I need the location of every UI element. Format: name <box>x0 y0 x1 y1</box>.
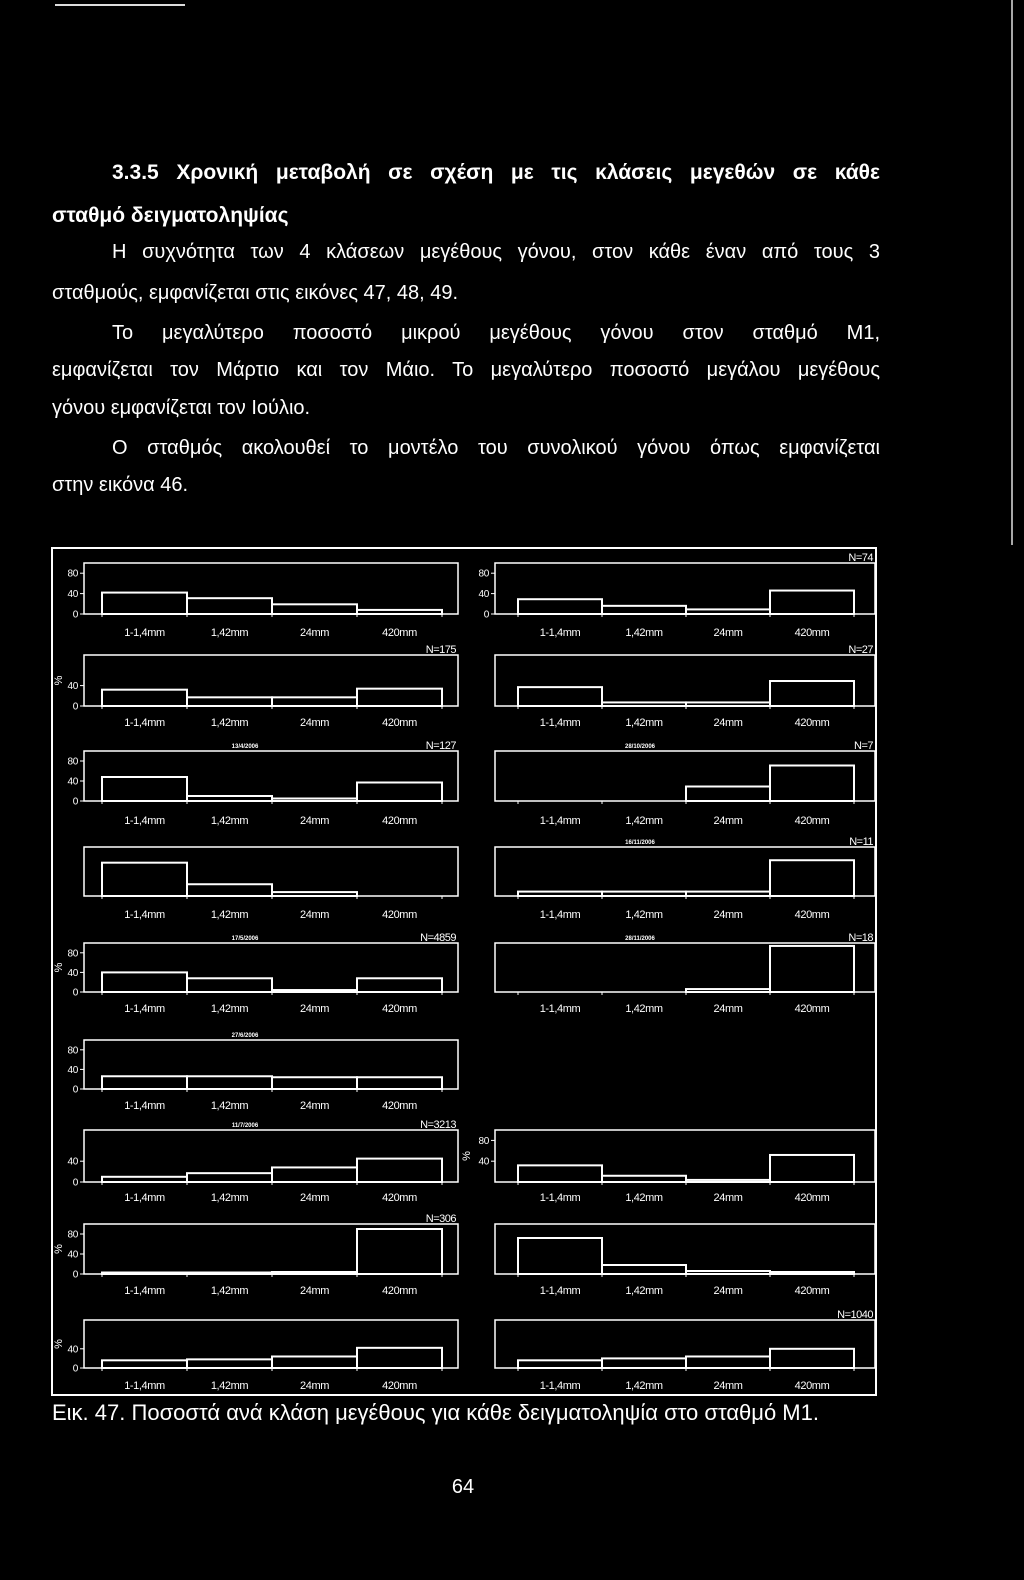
x-tick-label: 24mm <box>300 909 329 921</box>
sample-size-label: N=74 <box>848 552 873 564</box>
x-tick-label: 420mm <box>794 1192 830 1204</box>
y-tick-label: 40 <box>67 1064 78 1076</box>
x-tick-label: 1,42mm <box>625 717 663 729</box>
sample-size-label: N=11 <box>849 836 873 848</box>
x-tick-label: 1-1,4mm <box>124 1380 165 1392</box>
x-tick-label: 1-1,4mm <box>124 1192 165 1204</box>
chart-panel <box>53 644 458 729</box>
x-tick-label: 420mm <box>382 1380 417 1392</box>
plot-frame <box>495 1130 875 1182</box>
bar <box>686 787 770 802</box>
y-axis-label: % <box>53 1244 65 1254</box>
figure-caption: Εικ. 47. Ποσοστά ανά κλάση μεγέθους για κάθε δειγματοληψία στο σταθμό M1. <box>52 1400 819 1425</box>
x-tick-label: 420mm <box>382 627 417 639</box>
y-axis-label: % <box>53 1339 65 1349</box>
bar <box>272 697 357 706</box>
y-tick-label: 0 <box>72 1363 78 1375</box>
y-tick-label: 80 <box>67 948 78 960</box>
figure-47 <box>0 540 1024 1400</box>
x-tick-label: 1,42mm <box>210 1380 249 1392</box>
x-tick-label: 1-1,4mm <box>124 815 165 827</box>
bar <box>357 1229 442 1274</box>
x-tick-label: 1,42mm <box>210 1100 249 1112</box>
y-tick-label: 40 <box>67 681 78 693</box>
bar <box>770 1272 854 1274</box>
chart-panel <box>67 1033 458 1112</box>
bar <box>102 1273 187 1275</box>
bar <box>686 989 770 992</box>
bar <box>187 1076 272 1089</box>
chart-panel <box>53 1320 458 1392</box>
y-tick-label: 40 <box>67 776 78 788</box>
y-tick-label: 80 <box>67 568 78 580</box>
x-tick-label: 1-1,4mm <box>539 717 581 729</box>
x-tick-label: 1-1,4mm <box>124 1100 165 1112</box>
bar <box>272 1167 357 1182</box>
sample-date-label: 13/4/2006 <box>231 744 259 750</box>
x-tick-label: 24mm <box>300 1380 329 1392</box>
x-tick-label: 1,42mm <box>210 627 249 639</box>
y-tick-label: 40 <box>478 1156 489 1168</box>
x-tick-label: 24mm <box>300 815 329 827</box>
chart-panel <box>67 1119 458 1204</box>
paragraph-line: Ο σταθμός ακολουθεί το μοντέλο του συνολικού γόνου όπως εμφανίζεται <box>112 437 880 459</box>
x-tick-label: 1-1,4mm <box>124 1285 165 1297</box>
bar <box>770 681 854 706</box>
sample-date-label: 28/10/2006 <box>624 744 656 750</box>
x-tick-label: 420mm <box>382 1100 417 1112</box>
y-axis-label: % <box>53 675 65 686</box>
paragraph-line: σταθμούς, εμφανίζεται στις εικόνες 47, 48, 49. <box>52 282 459 304</box>
bar <box>357 978 442 992</box>
y-tick-label: 80 <box>67 756 78 768</box>
bar <box>102 1076 187 1089</box>
x-tick-label: 1,42mm <box>210 717 249 729</box>
chart-panel <box>495 932 875 1015</box>
x-tick-label: 1-1,4mm <box>539 1003 581 1015</box>
x-tick-label: 1,42mm <box>625 1003 663 1015</box>
bar <box>102 1360 187 1368</box>
sample-size-label: N=175 <box>425 644 456 656</box>
y-tick-label: 0 <box>483 609 489 621</box>
y-tick-label: 40 <box>67 589 78 601</box>
x-tick-label: 24mm <box>713 1285 743 1297</box>
bar <box>102 690 187 706</box>
bar <box>102 777 187 801</box>
x-tick-label: 24mm <box>713 1003 743 1015</box>
x-tick-label: 24mm <box>713 717 743 729</box>
x-tick-label: 420mm <box>794 627 830 639</box>
sample-date-label: 16/11/2006 <box>625 840 655 846</box>
scan-edge-line <box>55 4 185 6</box>
sample-date-label: 11/7/2006 <box>231 1123 259 1129</box>
x-tick-label: 1-1,4mm <box>539 627 581 639</box>
x-tick-label: 24mm <box>713 909 743 921</box>
x-tick-label: 24mm <box>713 1380 743 1392</box>
x-tick-label: 24mm <box>300 627 329 639</box>
bar <box>187 1173 272 1182</box>
x-tick-label: 24mm <box>300 1003 329 1015</box>
sample-size-label: N=3213 <box>420 1119 456 1131</box>
bar <box>770 766 854 802</box>
x-tick-label: 1-1,4mm <box>124 1003 165 1015</box>
bar <box>187 978 272 992</box>
bar <box>602 892 686 896</box>
x-tick-label: 1-1,4mm <box>124 627 165 639</box>
scan-edge-line <box>1011 0 1013 545</box>
bar <box>357 1348 442 1368</box>
sample-size-label: N=7 <box>854 740 873 752</box>
paragraph-line: γόνου εμφανίζεται τον Ιούλιο. <box>52 397 311 419</box>
x-tick-label: 1-1,4mm <box>539 1192 581 1204</box>
bar <box>518 1238 602 1274</box>
bar <box>102 593 187 614</box>
bar <box>770 860 854 896</box>
x-tick-label: 1,42mm <box>210 1003 249 1015</box>
x-tick-label: 1,42mm <box>625 1285 663 1297</box>
chart-panel <box>53 1213 458 1297</box>
chart-panel <box>495 740 875 827</box>
bar <box>102 972 187 992</box>
x-tick-label: 420mm <box>382 1285 417 1297</box>
x-tick-label: 420mm <box>794 1285 830 1297</box>
bar <box>272 1272 357 1274</box>
bar <box>770 1155 854 1182</box>
bar <box>357 1077 442 1089</box>
bar <box>518 1360 602 1368</box>
chart-panel <box>495 836 875 921</box>
bar <box>272 604 357 614</box>
x-tick-label: 1-1,4mm <box>539 1285 581 1297</box>
chart-panel <box>84 847 458 921</box>
x-tick-label: 24mm <box>713 815 743 827</box>
section-heading-line: 3.3.5 Χρονική μεταβολή σε σχέση με τις κλάσεις μεγεθών σε κάθε <box>112 161 880 184</box>
y-tick-label: 40 <box>67 1249 78 1261</box>
bar <box>272 892 357 896</box>
x-tick-label: 1,42mm <box>210 815 249 827</box>
x-tick-label: 1-1,4mm <box>539 1380 581 1392</box>
sample-size-label: N=27 <box>848 644 873 656</box>
bar <box>187 598 272 614</box>
x-tick-label: 420mm <box>382 815 417 827</box>
y-tick-label: 0 <box>72 1084 78 1096</box>
paragraph-line: Η συχνότητα των 4 κλάσεων μεγέθους γόνου, στον κάθε έναν από τους 3 <box>112 241 880 263</box>
x-tick-label: 420mm <box>382 1192 417 1204</box>
x-tick-label: 1-1,4mm <box>539 815 581 827</box>
y-tick-label: 40 <box>478 589 489 601</box>
bar <box>102 863 187 896</box>
bar <box>770 1349 854 1368</box>
plot-frame <box>84 1224 458 1274</box>
x-tick-label: 24mm <box>713 627 743 639</box>
page-number: 64 <box>451 1476 475 1498</box>
bar <box>602 1176 686 1182</box>
y-tick-label: 80 <box>67 1045 78 1057</box>
x-tick-label: 1,42mm <box>625 1380 663 1392</box>
bar <box>518 687 602 706</box>
x-tick-label: 1-1,4mm <box>539 909 581 921</box>
bar <box>187 1273 272 1275</box>
bar <box>272 799 357 802</box>
x-tick-label: 420mm <box>794 909 830 921</box>
bar <box>770 591 854 614</box>
x-tick-label: 24mm <box>713 1192 743 1204</box>
bar <box>602 1265 686 1274</box>
bar <box>187 697 272 706</box>
y-tick-label: 80 <box>478 1135 489 1147</box>
bar <box>686 1180 770 1182</box>
sample-size-label: N=127 <box>425 740 456 752</box>
x-tick-label: 1,42mm <box>625 815 663 827</box>
bar <box>686 1356 770 1368</box>
bar <box>686 1271 770 1274</box>
bar <box>518 892 602 896</box>
x-tick-label: 420mm <box>382 909 417 921</box>
bar <box>357 689 442 706</box>
bar <box>357 610 442 614</box>
x-tick-label: 24mm <box>300 1100 329 1112</box>
sample-date-label: 28/11/2006 <box>625 936 655 942</box>
x-tick-label: 1,42mm <box>210 1192 249 1204</box>
bar <box>770 946 854 992</box>
sample-date-label: 27/6/2006 <box>231 1033 259 1039</box>
chart-panel <box>495 1309 875 1392</box>
bar <box>187 796 272 801</box>
x-tick-label: 1-1,4mm <box>124 909 165 921</box>
y-axis-label: % <box>461 1151 473 1161</box>
x-tick-label: 420mm <box>382 1003 417 1015</box>
bar <box>602 1358 686 1368</box>
x-tick-label: 1-1,4mm <box>124 717 165 729</box>
bar <box>187 1359 272 1368</box>
bar <box>518 1165 602 1182</box>
y-tick-label: 0 <box>72 796 78 808</box>
x-tick-label: 1,42mm <box>210 909 249 921</box>
bar <box>187 884 272 896</box>
plot-frame <box>495 847 875 896</box>
x-tick-label: 24mm <box>300 1192 329 1204</box>
sample-size-label: N=4859 <box>420 932 456 944</box>
section-heading-line: σταθμό δειγματοληψίας <box>52 204 289 227</box>
x-tick-label: 420mm <box>794 815 830 827</box>
x-tick-label: 420mm <box>794 1380 830 1392</box>
x-tick-label: 1,42mm <box>625 627 663 639</box>
y-axis-label: % <box>53 962 65 973</box>
bar <box>686 702 770 706</box>
chart-panel <box>461 1130 875 1204</box>
bar <box>686 609 770 614</box>
bar <box>357 1159 442 1182</box>
y-tick-label: 80 <box>67 1229 78 1241</box>
chart-panel <box>53 932 458 1015</box>
x-tick-label: 420mm <box>794 1003 830 1015</box>
paragraph-line: Το μεγαλύτερο ποσοστό μικρού μεγέθους γόνου στον σταθμό M1, <box>112 322 880 344</box>
bar <box>518 599 602 614</box>
y-tick-label: 40 <box>67 967 78 979</box>
chart-panel <box>495 644 875 729</box>
y-tick-label: 80 <box>478 568 489 580</box>
sample-size-label: N=18 <box>848 932 873 944</box>
bar <box>272 990 357 992</box>
x-tick-label: 24mm <box>300 1285 329 1297</box>
y-tick-label: 0 <box>72 609 78 621</box>
bar <box>102 1177 187 1182</box>
sample-date-label: 17/5/2006 <box>231 936 259 942</box>
x-tick-label: 1,42mm <box>210 1285 249 1297</box>
bar <box>602 702 686 706</box>
bar <box>357 783 442 802</box>
bar <box>272 1077 357 1089</box>
plot-frame <box>495 943 875 992</box>
x-tick-label: 420mm <box>794 717 830 729</box>
x-tick-label: 420mm <box>382 717 417 729</box>
bar <box>602 606 686 614</box>
y-tick-label: 40 <box>67 1344 78 1356</box>
y-tick-label: 0 <box>72 1269 78 1281</box>
x-tick-label: 1,42mm <box>625 909 663 921</box>
y-tick-label: 0 <box>72 987 78 999</box>
x-tick-label: 24mm <box>300 717 329 729</box>
chart-panel <box>478 552 875 639</box>
chart-panel <box>495 1224 875 1297</box>
y-tick-label: 0 <box>72 701 78 713</box>
sample-size-label: N=306 <box>425 1213 456 1225</box>
y-tick-label: 40 <box>67 1156 78 1168</box>
x-tick-label: 1,42mm <box>625 1192 663 1204</box>
y-tick-label: 0 <box>72 1177 78 1189</box>
paragraph-line: εμφανίζεται τον Μάρτιο και τον Μάιο. Το μεγαλύτερο ποσοστό μεγάλου μεγέθους <box>52 359 880 381</box>
bar <box>272 1356 357 1368</box>
chart-panel <box>67 563 458 639</box>
sample-size-label: N=1040 <box>837 1309 873 1321</box>
chart-panel <box>67 740 458 827</box>
bar <box>686 892 770 896</box>
paragraph-line: στην εικόνα 46. <box>52 474 189 496</box>
